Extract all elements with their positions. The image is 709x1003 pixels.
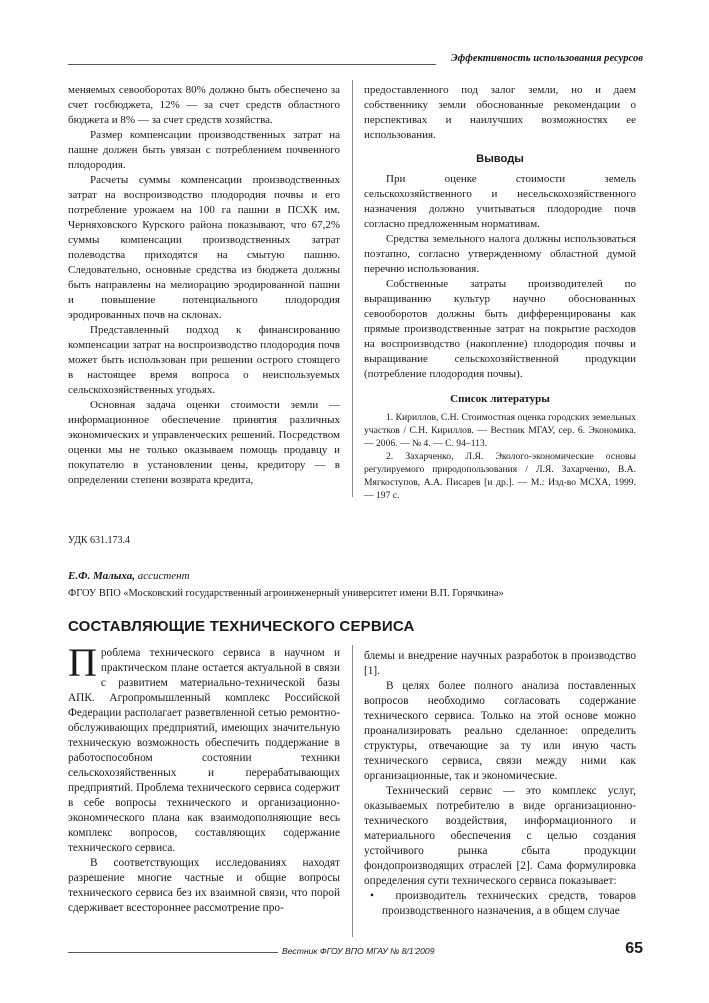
bullet-list-item <box>364 889 636 919</box>
paragraph: блемы и внедрение научных разработок в производство [1]. <box>364 650 636 677</box>
udk-code: УДК 631.173.4 <box>68 535 131 546</box>
author-role: ассистент <box>137 570 190 582</box>
footer-journal: Вестник ФГОУ ВПО МГАУ № 8/1'2009 <box>282 946 435 956</box>
affiliation: ФГОУ ВПО «Московский государственный агроинженерный университет имени В.П. Горячкина» <box>68 588 504 599</box>
bullet-icon: • <box>370 890 396 902</box>
paragraph: Собственные затраты производителей по выращиванию культур научно обоснованных севооборотов должны быть дифференцированы как прямые производственные затрат на покрытие расходов на воспроизводство (накопление) плодородия почвы и выращивание сельскохозяйственной продукции (потребление плодородия почвы). <box>364 278 636 380</box>
running-head-title: Эффективность использования ресурсов <box>450 53 643 64</box>
column-divider <box>352 80 353 497</box>
paragraph: Средства земельного налога должны использоваться поэтапно, согласно утвержденному областной думой перечню использования. <box>364 233 636 275</box>
paragraph: В целях более полного анализа поставленных вопросов необходимо согласовать содержание технического сервиса. Только на этой основе можно проанализировать реально сделанное: определить структуры, отвечающие за ту или иную часть технического сервиса, связи между ними как организационные, так и экономические. <box>364 680 636 782</box>
page-number: 65 <box>625 940 643 957</box>
header-rule <box>68 64 436 65</box>
paragraph: меняемых севооборотах 80% должно быть обеспечено за счет госбюджета, 12% — за счет средств областного бюджета и 8% — за счет средств хозяйства. <box>68 84 340 126</box>
paragraph: Представленный подход к финансированию компенсации затрат на воспроизводство плодородия почв может быть использован при решении острого стоящего в настоящее время вопроса о неиспользуемых сельскохозяйственных угодьях. <box>68 324 340 396</box>
paragraph: В соответствующих исследованиях находят разрешение многие частные и общие вопросы технического сервиса без их взаимной связи, что порой сдерживает всестороннее рассмотрение про- <box>68 857 340 914</box>
lower-right-column <box>364 649 636 919</box>
references-heading: Список литературы <box>450 393 550 405</box>
reference-item: 1. Кириллов, С.Н. Стоимостная оценка городских земельных участков / С.Н. Кириллов. — Вестник МГАУ, сер. 6. Экономика. — 2006. — № 4. — С. 94–113. <box>364 412 636 449</box>
reference-item: 2. Захарченко, Л.Я. Эколого-экономические основы регулируемого природопользования / Л.Я. Захарченко, В.А. Мягкоступов, А.А. Писарев [и др.]. — М.: Изд-во МСХА, 1999. — 197 с. <box>364 451 636 501</box>
article-title: СОСТАВЛЯЮЩИЕ ТЕХНИЧЕСКОГО СЕРВИСА <box>68 618 415 635</box>
paragraph: Расчеты суммы компенсации производственных затрат на воспроизводство плодородия почвы и его потребление урожаем на 100 га пашни в ПСХК им. Черняховского Курского района показывают, что 67,2% суммы компенсации производственных затрат полеводства приходятся на смытую пашню. Следовательно, основные средства из бюджета должны быть направлены на мелиорацию эродированной пашни и повышение потенциального плодородия эродированных почв на склонах. <box>68 174 340 321</box>
running-head <box>68 51 643 71</box>
author-name: Е.Ф. Малыха, <box>68 570 135 582</box>
column-divider <box>352 645 353 937</box>
conclusions-heading: Выводы <box>476 153 524 165</box>
upper-left-column <box>68 83 340 488</box>
paragraph: предоставленного под залог земли, но и даем собственнику земли обоснованные рекомендации о перспективах и наилучших возможностях ее использования. <box>364 84 636 141</box>
page-footer <box>68 940 643 965</box>
lead-text: роблема технического сервиса в научном и практическом плане остается актуальной в связи с развитием материально-технической базы АПК. Агропромышленный комплекс Российской Федерации располагает разветвленной сетью ремонтно-обслуживающих предприятий, имеющих значительную техническую возможность обеспечить поддержание в работоспособном состоянии техники сельскохозяйственных и перерабатывающих предприятий. Проблема технического сервиса содержит в себе вопросы технического и организационно-экономического плана как взаимодополняющие весь комплекс вопросов, составляющих содержание технического сервиса. <box>68 647 340 854</box>
author-line <box>68 570 190 582</box>
paragraph: Технический сервис — это комплекс услуг, оказываемых потребителю в виде организационно-технического воздействия, информационного и материального обеспечения с целью создания устойчивого рынка сбыта продукции фондопроизводящих отраслей [2]. Сама формулировка определения сути технического сервиса показывает: <box>364 785 636 887</box>
bullet-text: производитель технических средств, товаров производственного назначения, а в общем случае <box>382 890 636 917</box>
drop-cap: П <box>68 640 97 685</box>
upper-right-column <box>364 83 636 502</box>
footer-rule <box>68 952 278 953</box>
paragraph <box>68 640 340 856</box>
paragraph: Размер компенсации производственных затрат на пашне должен быть увязан с потреблением почвенного плодородия. <box>68 129 340 171</box>
paragraph: При оценке стоимости земель сельскохозяйственного и несельскохозяйственного назначения должно учитываться плодородие почв согласно предложенным нормативам. <box>364 173 636 230</box>
lower-left-column <box>68 640 340 916</box>
paragraph: Основная задача оценки стоимости земли — информационное обеспечение принятия различных экономических и управленческих решений. Посредством оценки мы не только оказываем помощь продавцу и покупателю в установлении цены, кредитору — в определении степени возврата кредита, <box>68 399 340 486</box>
